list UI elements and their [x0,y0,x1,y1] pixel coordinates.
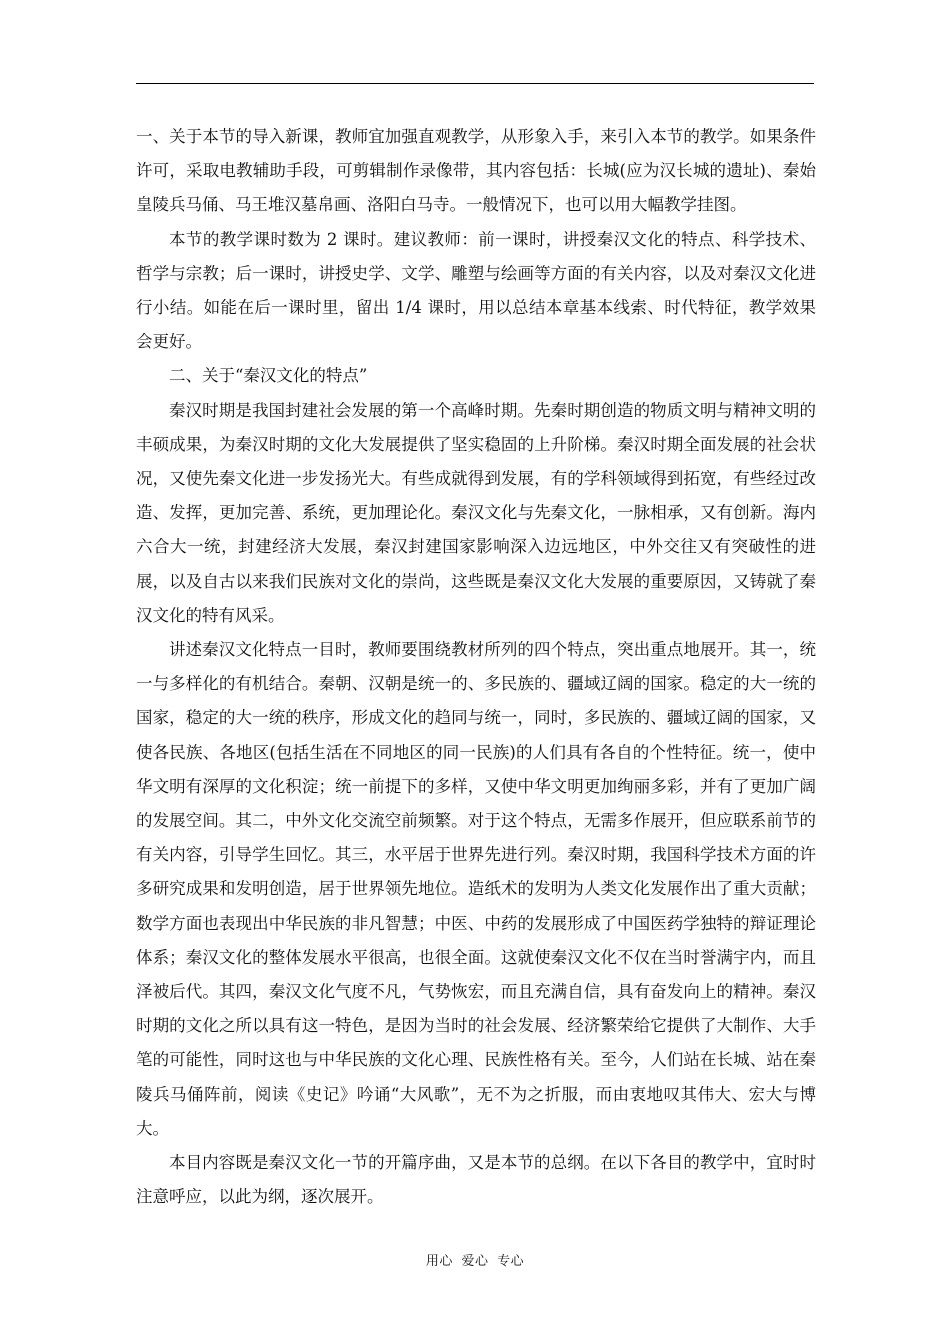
section-heading-features: 二、关于“秦汉文化的特点” [169,366,368,386]
paragraph-intro-lesson: 一、关于本节的导入新课，教师宜加强直观教学，从形象入手，来引入本节的教学。如果条件许可，采取电教辅助手段，可剪辑制作录像带，其内容包括：长城(应为汉长城的遗址)、秦始皇陵兵马俑、马王堆汉墓帛画、洛阳白马寺。一般情况下，也可以用大幅教学挂图。 [136,127,816,215]
paragraph-class-hours: 本节的教学课时数为 2 课时。建议教师：前一课时，讲授秦汉文化的特点、科学技术、哲学与宗教；后一课时，讲授史学、文学、雕塑与绘画等方面的有关内容，以及对秦汉文化进行小结。如能在后一课时里，留出 1/4 课时，用以总结本章基本线索、时代特征，教学效果会更好。 [136,229,816,352]
header-rule [136,83,814,84]
paragraph-four-features: 讲述秦汉文化特点一目时，教师要围绕教材所列的四个特点，突出重点地展开。其一，统一与多样化的有机结合。秦朝、汉朝是统一的、多民族的、疆域辽阔的国家。稳定的大一统的国家，稳定的大一统的秩序，形成文化的趋同与统一，同时，多民族的、疆域辽阔的国家，又使各民族、各地区(包括生活在不同地区的同一民族)的人们具有各自的个性特征。统一，使中华文明有深厚的文化积淀；统一前提下的多样，又使中华文明更加绚丽多彩，并有了更加广阔的发展空间。其二，中外文化交流空前频繁。对于这个特点，无需多作展开，但应联系前节的有关内容，引导学生回忆。其三，水平居于世界先进行列。秦汉时期，我国科学技术方面的许多研究成果和发明创造，居于世界领先地位。造纸术的发明为人类文化发展作出了重大贡献；数学方面也表现出中华民族的非凡智慧；中医、中药的发展形成了中国医药学独特的辩证理论体系；秦汉文化的整体发展水平很高，也很全面。这就使秦汉文化不仅在当时誉满宇内，而且泽被后代。其四，秦汉文化气度不凡，气势恢宏，而且充满自信，具有奋发向上的精神。秦汉时期的文化之所以具有这一特色，是因为当时的社会发展、经济繁荣给它提供了大制作、大手笔的可能性，同时这也与中华民族的文化心理、民族性格有关。至今，人们站在长城、站在秦陵兵马俑阵前，阅读《史记》吟诵“大风歌”，无不为之折服，而由衷地叹其伟大、宏大与博大。 [136,640,816,1138]
page-footer: 用心 爱心 专心 [425,1254,525,1269]
paragraph-summary: 本目内容既是秦汉文化一节的开篇序曲，又是本节的总纲。在以下各目的教学中，宜时时注意呼应，以此为纲，逐次展开。 [136,1153,816,1207]
paragraph-qin-han-peak: 秦汉时期是我国封建社会发展的第一个高峰时期。先秦时期创造的物质文明与精神文明的丰硕成果，为秦汉时期的文化大发展提供了坚实稳固的上升阶梯。秦汉时期全面发展的社会状况，又使先秦文化进一步发扬光大。有些成就得到发展，有的学科领域得到拓宽，有些经过改造、发挥，更加完善、系统，更加理论化。秦汉文化与先秦文化，一脉相承，又有创新。海内六合大一统，封建经济大发展，秦汉封建国家影响深入边远地区，中外交往又有突破性的进展，以及自古以来我们民族对文化的崇尚，这些既是秦汉文化大发展的重要原因，又铸就了秦汉文化的特有风采。 [136,400,816,625]
document-body [136,120,816,1215]
